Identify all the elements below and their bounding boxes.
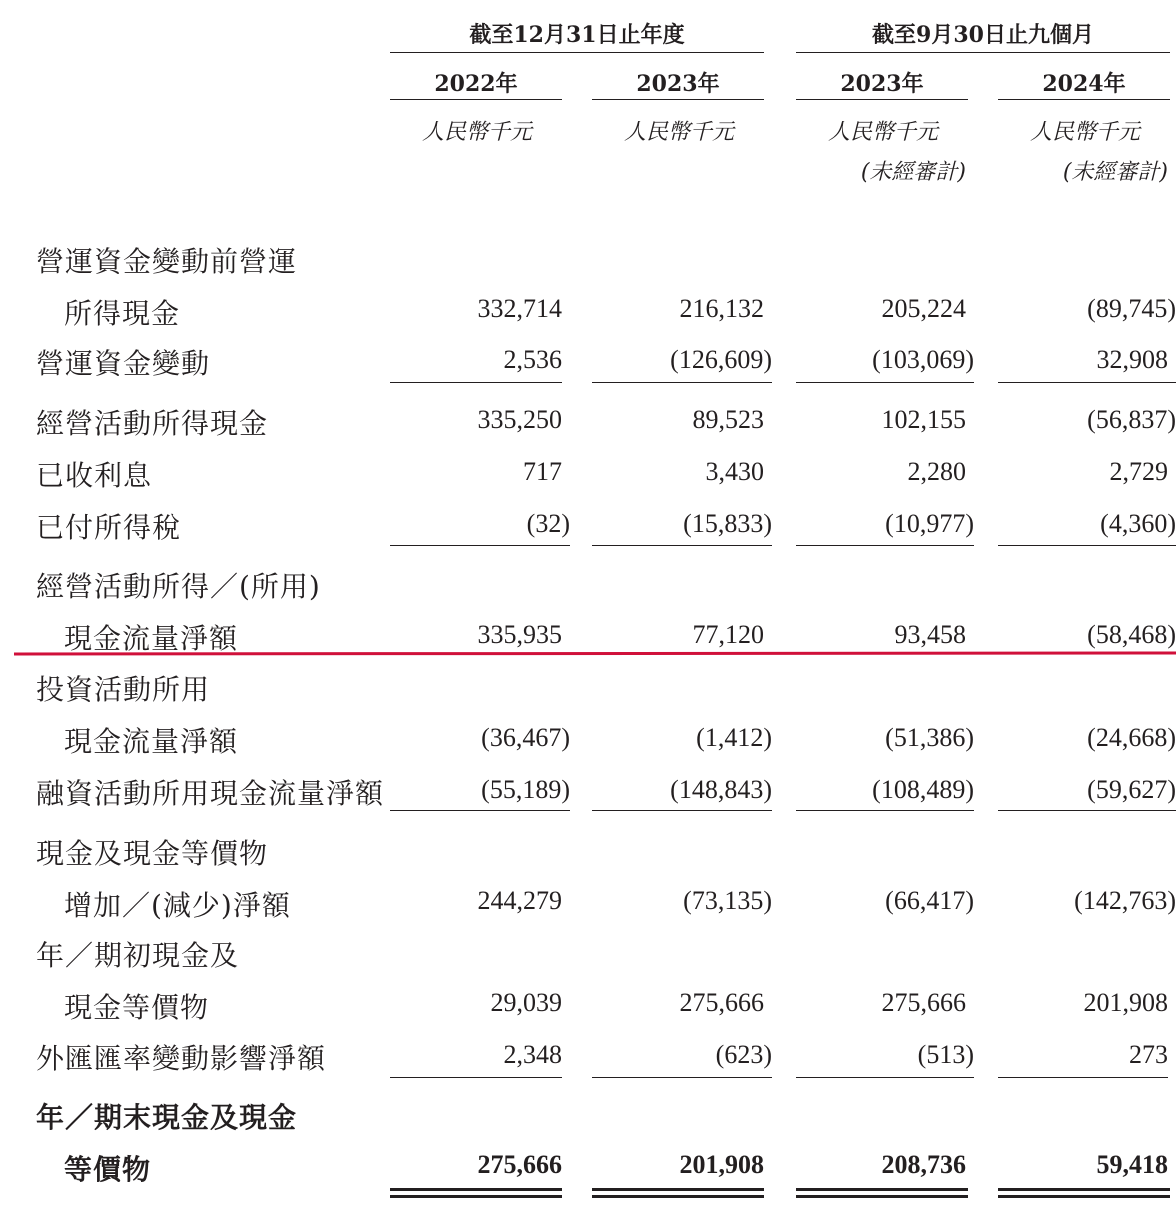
row-label: 已付所得稅: [36, 511, 182, 544]
cell-r2-c3: (103,069): [872, 345, 974, 374]
cell-r1-c1: 332,714: [477, 294, 562, 323]
row-label: 所得現金: [64, 297, 181, 330]
row-label: 外匯匯率變動影響淨額: [36, 1042, 327, 1075]
cell-r4-c4: 2,729: [1109, 457, 1168, 486]
cell-r7-c2: (1,412): [696, 723, 772, 752]
cell-r11-c3: (513): [917, 1040, 974, 1069]
col-year-4: 2024年: [1042, 71, 1126, 97]
cell-r3-c3: 102,155: [881, 405, 966, 434]
cell-r1-c2: 216,132: [679, 294, 764, 323]
unit-2: 人民幣千元: [623, 120, 734, 145]
cell-r7-c4: (24,668): [1087, 723, 1176, 752]
subtotal-rule: [390, 810, 570, 811]
cell-r6-c4: (58,468): [1087, 620, 1176, 649]
subtotal-rule: [592, 545, 772, 546]
cell-r12-c4: 59,418: [1096, 1150, 1168, 1179]
cell-r5-c2: (15,833): [683, 509, 772, 538]
subtotal-rule: [796, 810, 974, 811]
unit-3: 人民幣千元: [827, 120, 938, 145]
row-label: 增加／(減少)淨額: [64, 889, 291, 922]
cell-r1-c3: 205,224: [881, 294, 966, 323]
cell-r7-c1: (36,467): [481, 723, 570, 752]
subtotal-rule: [796, 382, 974, 383]
cell-r11-c4: 273: [1129, 1040, 1168, 1069]
total-double-rule: [998, 1188, 1170, 1198]
subtotal-rule: [998, 810, 1176, 811]
cell-r2-c1: 2,536: [503, 345, 562, 374]
cell-r10-c3: 275,666: [881, 988, 966, 1017]
unit-1: 人民幣千元: [421, 120, 532, 145]
row-label: 經營活動所得現金: [36, 407, 269, 440]
row-label: 年／期初現金及: [36, 939, 240, 972]
cell-r3-c2: 89,523: [692, 405, 764, 434]
row-label: 投資活動所用: [36, 673, 211, 706]
row-label: 現金及現金等價物: [36, 837, 269, 870]
total-double-rule: [390, 1188, 562, 1198]
row-label: 融資活動所用現金流量淨額: [36, 777, 385, 810]
col-year-rule-2: [592, 99, 764, 100]
cell-r10-c1: 29,039: [490, 988, 562, 1017]
cell-r2-c2: (126,609): [670, 345, 772, 374]
row-label: 營運資金變動前營運: [36, 245, 298, 278]
total-double-rule: [796, 1188, 968, 1198]
cell-r6-c2: 77,120: [692, 620, 764, 649]
col-year-1: 2022年: [434, 71, 518, 97]
cell-r9-c3: (66,417): [885, 886, 974, 915]
row-label-total: 年／期末現金及現金: [36, 1101, 298, 1134]
cell-r4-c2: 3,430: [705, 457, 764, 486]
cell-r8-c2: (148,843): [670, 775, 772, 804]
header-fiscal-year: 截至12月31日止年度: [469, 22, 685, 48]
col-year-3: 2023年: [840, 71, 924, 97]
cell-r10-c4: 201,908: [1083, 988, 1168, 1017]
highlight-underline: [14, 651, 1176, 655]
col-year-rule-1: [390, 99, 562, 100]
cell-r9-c1: 244,279: [477, 886, 562, 915]
subtotal-rule: [592, 382, 772, 383]
cell-r3-c4: (56,837): [1087, 405, 1176, 434]
cell-r4-c1: 717: [523, 457, 562, 486]
cell-r8-c1: (55,189): [481, 775, 570, 804]
subtotal-rule: [592, 810, 772, 811]
cell-r6-c3: 93,458: [894, 620, 966, 649]
cell-r12-c3: 208,736: [881, 1150, 966, 1179]
cell-r5-c3: (10,977): [885, 509, 974, 538]
unit-4: 人民幣千元: [1029, 120, 1140, 145]
col-year-rule-3: [796, 99, 968, 100]
cell-r11-c1: 2,348: [503, 1040, 562, 1069]
total-double-rule: [592, 1188, 764, 1198]
header-nine-months-rule: [796, 52, 1170, 53]
cell-r9-c2: (73,135): [683, 886, 772, 915]
cell-r5-c1: (32): [526, 509, 570, 538]
cell-r12-c2: 201,908: [679, 1150, 764, 1179]
cell-r8-c3: (108,489): [872, 775, 974, 804]
subtotal-rule: [390, 1077, 562, 1078]
subtotal-rule: [592, 1077, 772, 1078]
subtotal-rule: [796, 1077, 974, 1078]
cell-r5-c4: (4,360): [1100, 509, 1176, 538]
col-year-rule-4: [998, 99, 1170, 100]
row-label-total: 等價物: [64, 1153, 152, 1186]
cell-r8-c4: (59,627): [1087, 775, 1176, 804]
cell-r4-c3: 2,280: [907, 457, 966, 486]
cell-r6-c1: 335,935: [477, 620, 562, 649]
subtotal-rule: [390, 382, 562, 383]
subtotal-rule: [998, 545, 1176, 546]
row-label: 已收利息: [36, 459, 153, 492]
unaudited-3: (未經審計): [860, 160, 966, 185]
cell-r10-c2: 275,666: [679, 988, 764, 1017]
unaudited-4: (未經審計): [1062, 160, 1168, 185]
subtotal-rule: [998, 1077, 1168, 1078]
cell-r11-c2: (623): [715, 1040, 772, 1069]
row-label: 現金流量淨額: [64, 725, 239, 758]
cell-r1-c4: (89,745): [1087, 294, 1176, 323]
cell-r9-c4: (142,763): [1074, 886, 1176, 915]
row-label: 現金等價物: [64, 991, 210, 1024]
cell-r3-c1: 335,250: [477, 405, 562, 434]
subtotal-rule: [998, 382, 1176, 383]
row-label: 現金流量淨額: [64, 622, 239, 655]
cell-r2-c4: 32,908: [1096, 345, 1168, 374]
header-nine-months: 截至9月30日止九個月: [872, 22, 1094, 48]
cell-r7-c3: (51,386): [885, 723, 974, 752]
subtotal-rule: [796, 545, 974, 546]
subtotal-rule: [390, 545, 570, 546]
col-year-2: 2023年: [636, 71, 720, 97]
row-label: 經營活動所得／(所用): [36, 570, 321, 603]
row-label: 營運資金變動: [36, 347, 211, 380]
header-fiscal-year-rule: [390, 52, 764, 53]
cell-r12-c1: 275,666: [477, 1150, 562, 1179]
